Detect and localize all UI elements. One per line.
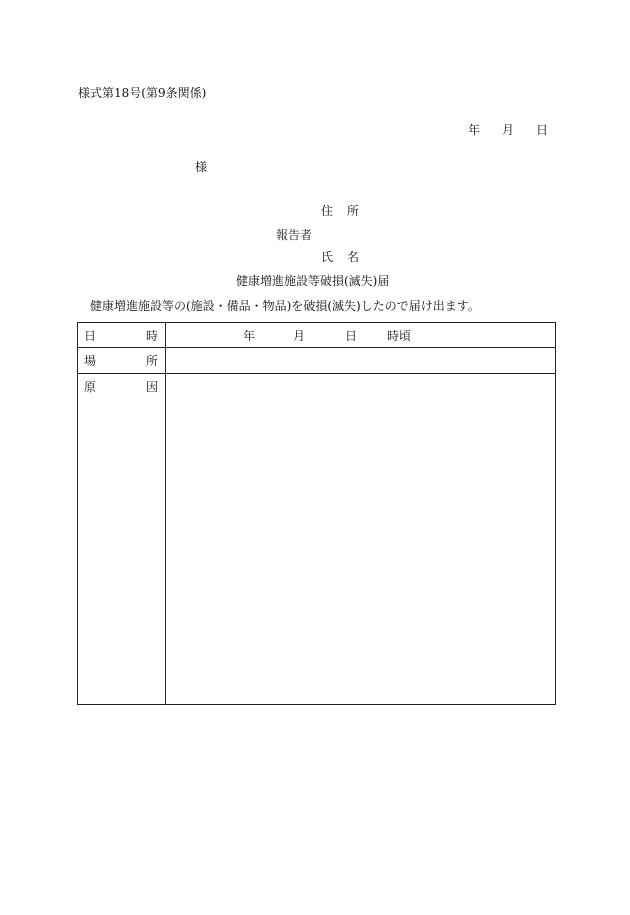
- reporter-label: 報告者: [276, 228, 313, 242]
- table-row-datetime: [78, 323, 555, 348]
- datetime-value-field[interactable]: [243, 330, 411, 342]
- name-label: 氏名: [321, 250, 374, 264]
- addressee-honorific: 様: [195, 160, 208, 174]
- datetime-year-label: 年: [243, 329, 256, 343]
- column-divider: [165, 348, 166, 373]
- date-line: [468, 124, 548, 136]
- datetime-day-label: 日: [345, 329, 358, 343]
- datetime-label-char-2: 時: [145, 329, 158, 343]
- table-row-cause: [78, 374, 555, 704]
- table-row-place: [78, 348, 555, 374]
- datetime-label-char-1: 日: [84, 329, 97, 343]
- address-label: 住所: [321, 204, 374, 218]
- column-divider: [165, 374, 166, 704]
- place-label-char-2: 所: [145, 354, 158, 368]
- datetime-month-label: 月: [293, 329, 306, 343]
- cause-label-char-2: 因: [145, 380, 158, 394]
- datetime-hour-label: 時頃: [387, 329, 412, 343]
- cause-label-char-1: 原: [84, 380, 97, 394]
- form-number: 様式第18号(第9条関係): [78, 86, 207, 100]
- document-statement: 健康増進施設等の(施設・備品・物品)を破損(滅失)したので届け出ます。: [90, 299, 480, 313]
- date-day-label: 日: [536, 123, 549, 137]
- date-year-label: 年: [468, 123, 481, 137]
- date-month-label: 月: [502, 123, 515, 137]
- document-title: 健康増進施設等破損(滅失)届: [236, 274, 390, 288]
- report-table: [77, 322, 556, 705]
- place-label-char-1: 場: [84, 354, 97, 368]
- column-divider: [165, 323, 166, 347]
